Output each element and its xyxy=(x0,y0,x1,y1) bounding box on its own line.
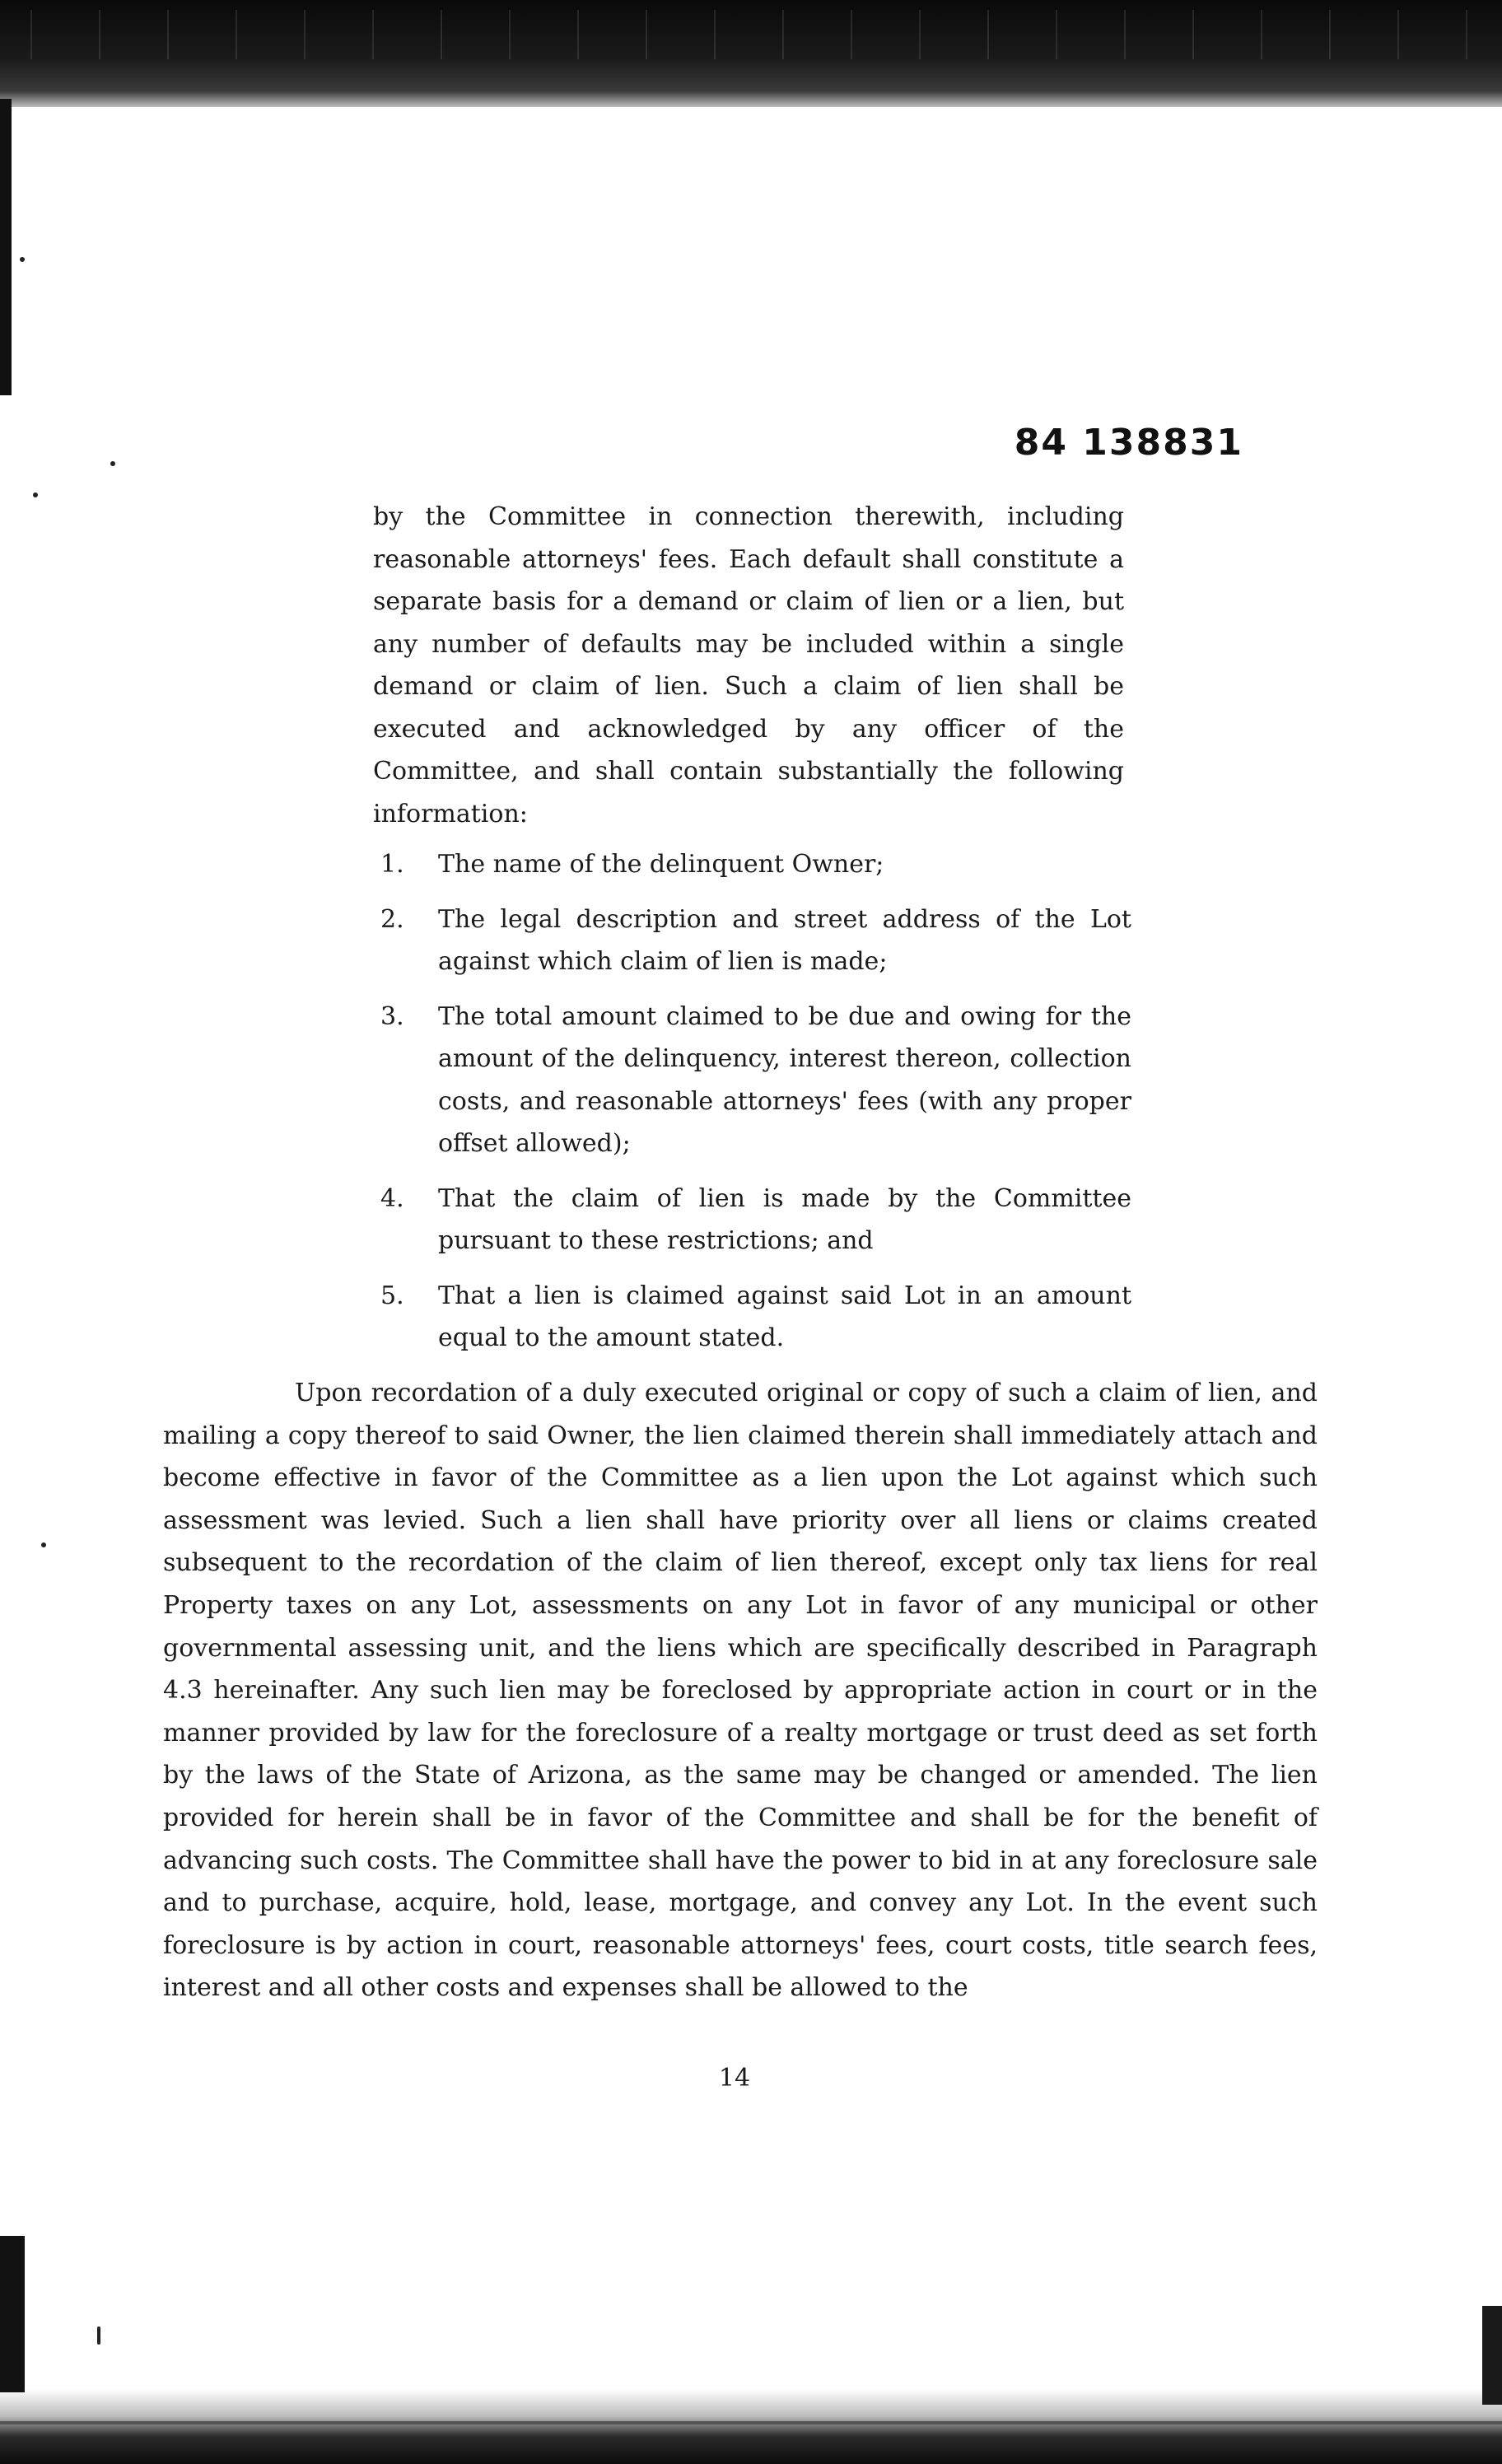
list-item xyxy=(380,1275,1131,1360)
body-paragraph: Upon recordation of a duly executed original or copy of such a claim of lien, and mailing a copy thereof to said Owner, the lien claimed therein shall immediately attach and become effective in favor of the Committee as a lien upon the Lot against which such assessment was levied. Such a lien shall have priority over all liens or claims created subsequent to the recordation of the claim of lien thereof, except only tax liens for real Property taxes on any Lot, assessments on any Lot in favor of any municipal or other governmental assessing unit, and the liens which are specifically described in Paragraph 4.3 hereinafter. Any such lien may be foreclosed by appropriate action in court or in the manner provided by law for the foreclosure of a realty mortgage or trust deed as set forth by the laws of the State of Arizona, as the same may be changed or amended. The lien provided for herein shall be in favor of the Committee and shall be for the benefit of advancing such costs. The Committee shall have the power to bid in at any foreclosure sale and to purchase, acquire, hold, lease, mortgage, and convey any Lot. In the event such foreclosure is by action in court, reasonable attorneys' fees, court costs, title search fees, interest and all other costs and expenses shall be allowed to the xyxy=(163,1379,1318,2003)
list-item-text: That a lien is claimed against said Lot in an amount equal to the amount stated. xyxy=(438,1281,1131,1352)
intro-paragraph-block xyxy=(373,496,1124,835)
list-item xyxy=(380,843,1131,886)
list-item-number: 3. xyxy=(380,1001,404,1031)
list-item-number: 2. xyxy=(380,904,404,934)
list-item xyxy=(380,996,1131,1165)
document-number: 84 138831 xyxy=(1014,422,1243,464)
list-item-text: The legal description and street address of the Lot against which claim of lien is made; xyxy=(438,904,1131,976)
scan-noise xyxy=(0,10,1502,59)
scan-speck xyxy=(110,461,115,466)
list-item-text: That the claim of lien is made by the Committee pursuant to these restrictions; and xyxy=(438,1183,1131,1255)
scan-corner-bottom-right xyxy=(1482,2306,1502,2405)
list-item-text: The total amount claimed to be due and owing for the amount of the delinquency, interest thereon, collection costs, and reasonable attorneys' fees (with any proper offset allowed); xyxy=(438,1001,1131,1158)
list-item-number: 4. xyxy=(380,1183,404,1213)
list-item xyxy=(380,1178,1131,1262)
scan-border-line xyxy=(0,2421,1502,2424)
intro-paragraph: by the Committee in connection therewith, including reasonable attorneys' fees. Each default shall constitute a separate basis for a demand or claim of lien or a lien, but any number of defaults may be included within a single demand or claim of lien. Such a claim of lien shall be executed and acknowledged by any officer of the Committee, and shall contain substantially the following information: xyxy=(373,502,1124,828)
scan-speck xyxy=(20,257,25,262)
scan-speck xyxy=(41,1542,46,1547)
list-item xyxy=(380,898,1131,983)
scan-corner-bottom-left xyxy=(0,2236,25,2392)
lien-requirements-list xyxy=(380,843,1131,1372)
list-item-number: 5. xyxy=(380,1281,404,1310)
scan-border-left xyxy=(0,99,12,395)
scan-border-bottom xyxy=(0,2339,1502,2464)
list-item-text: The name of the delinquent Owner; xyxy=(438,850,884,879)
list-item-number: 1. xyxy=(380,850,404,879)
scan-border-top xyxy=(0,0,1502,107)
scan-speck xyxy=(97,2326,100,2345)
scan-speck xyxy=(33,492,38,497)
page-number: 14 xyxy=(718,2064,751,2093)
body-paragraph-block xyxy=(163,1372,1318,2009)
